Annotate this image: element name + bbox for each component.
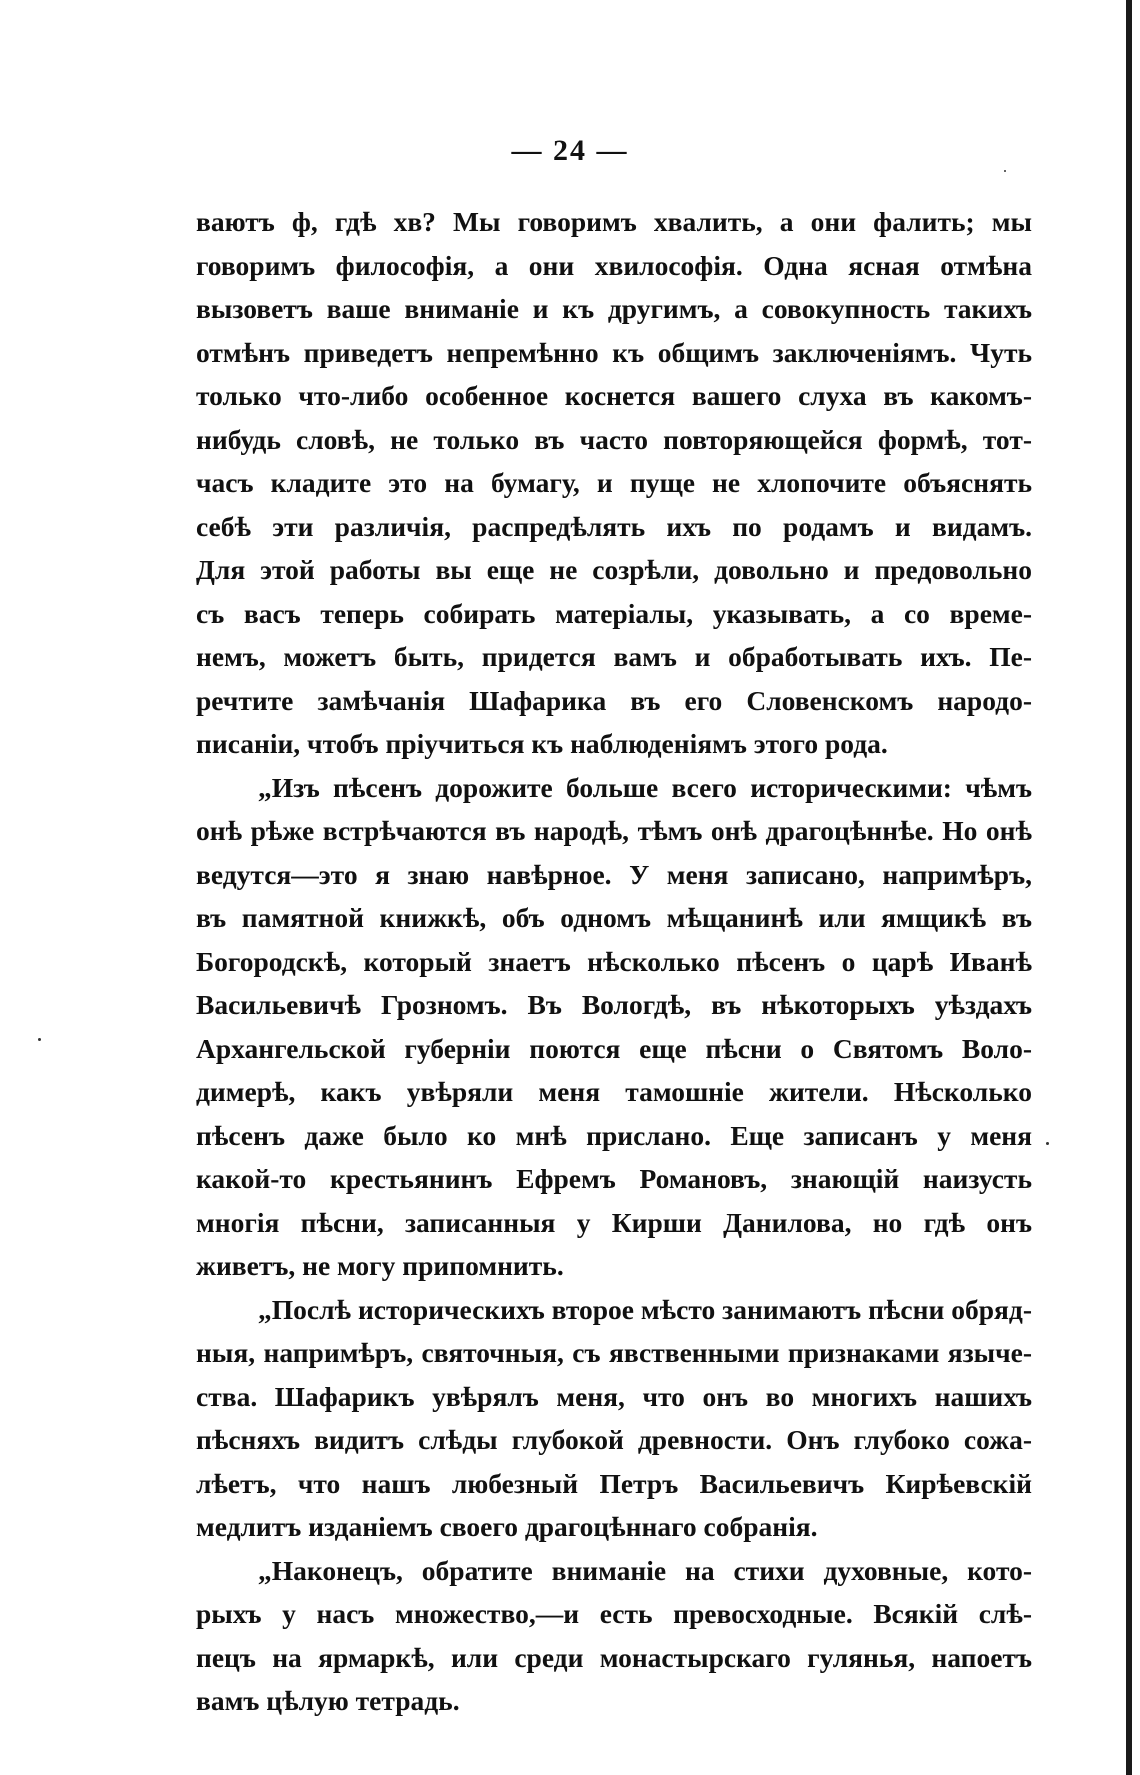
text-line: ства. Шафарикъ увѣрялъ меня, что онъ во многихъ нашихъ [196,1380,1032,1412]
paragraph [196,1288,1032,1549]
text-line: рыхъ у насъ множество,—и есть превосходные. Всякій слѣ- [196,1598,1032,1629]
text-line: онѣ рѣже встрѣчаются въ народѣ, тѣмъ онѣ драгоцѣннѣе. Но онѣ [196,815,1032,846]
text-line: въ памятной книжкѣ, объ одномъ мѣщанинѣ или ямщикѣ въ [196,902,1032,933]
text-line: „Послѣ историческихъ второе мѣсто занимаютъ пѣсни обряд- [258,1293,1032,1325]
print-speck [1004,170,1006,172]
text-line: ныя, напримѣръ, святочныя, съ явственными признаками языче- [196,1337,1032,1368]
text-line: вызоветъ ваше вниманіе и къ другимъ, а совокупность такихъ [196,293,1032,324]
text-line: немъ, можетъ быть, придется вамъ и обработывать ихъ. Пе- [196,641,1032,672]
text-line: многія пѣсни, записанныя у Кирши Данилова, но гдѣ онъ [196,1206,1032,1238]
paragraph [196,200,1032,766]
text-line: вамъ цѣлую тетрадь. [196,1685,460,1716]
text-line: только что-либо особенное коснется вашего слуха въ какомъ- [196,380,1032,411]
text-line: съ васъ теперь собирать матеріалы, указывать, а со време- [196,597,1032,629]
paragraph [196,1549,1032,1723]
text-line: живетъ, не могу припомнить. [196,1250,564,1281]
text-line: пецъ на ярмаркѣ, или среди монастырскаго гулянья, напоетъ [196,1641,1032,1673]
text-line: ведутся—это я знаю навѣрное. У меня записано, напримѣръ, [196,858,1032,890]
text-line: отмѣнъ приведетъ непремѣнно къ общимъ заключеніямъ. Чуть [196,336,1032,368]
text-line: Васильевичѣ Грозномъ. Въ Вологдѣ, въ нѣкоторыхъ уѣздахъ [196,989,1032,1020]
text-line: какой-то крестьянинъ Ефремъ Романовъ, знающій наизусть [196,1163,1032,1194]
text-line: медлитъ изданіемъ своего драгоцѣннаго собранія. [196,1511,818,1542]
text-line: говоримъ философія, а они хвилософія. Одна ясная отмѣна [196,249,1032,281]
text-line: писаніи, чтобъ пріучиться къ наблюденіямъ этого рода. [196,728,888,759]
text-line: Для этой работы вы еще не созрѣли, довольно и предовольно [196,554,1032,585]
text-line: пѣсняхъ видитъ слѣды глубокой древности. Онъ глубоко сожа- [196,1424,1032,1455]
text-line: часъ кладите это на бумагу, и пуще не хлопочите объяснять [196,467,1032,498]
text-line: „Наконецъ, обратите вниманіе на стихи духовные, кото- [258,1554,1032,1586]
text-line: пѣсенъ даже было ко мнѣ прислано. Еще записанъ у меня [196,1119,1032,1151]
print-speck [1046,1142,1049,1145]
text-line: лѣетъ, что нашъ любезный Петръ Васильевичъ Кирѣевскій [196,1467,1032,1499]
page-number: — 24 — [511,134,629,167]
text-line: речтите замѣчанія Шафарика въ его Словенскомъ народо- [196,684,1032,716]
text-line: нибудь словѣ, не только въ часто повторяющейся формѣ, тот- [196,423,1032,455]
body-text [196,200,1032,1723]
page-edge-rule [1126,0,1132,1775]
text-line: ваютъ ф, гдѣ хв? Мы говоримъ хвалить, а они фалить; мы [196,206,1032,237]
text-line: себѣ эти различія, распредѣлять ихъ по родамъ и видамъ. [196,510,1032,542]
text-line: „Изъ пѣсенъ дорожите больше всего историческими: чѣмъ [258,771,1032,803]
paragraph [196,766,1032,1288]
print-speck [38,1038,41,1041]
text-line: димерѣ, какъ увѣряли меня тамошніе жители. Нѣсколько [196,1076,1032,1107]
text-line: Архангельской губерніи поются еще пѣсни о Святомъ Воло- [196,1032,1032,1064]
text-line: Богородскѣ, который знаетъ нѣсколько пѣсенъ о царѣ Иванѣ [196,945,1032,977]
